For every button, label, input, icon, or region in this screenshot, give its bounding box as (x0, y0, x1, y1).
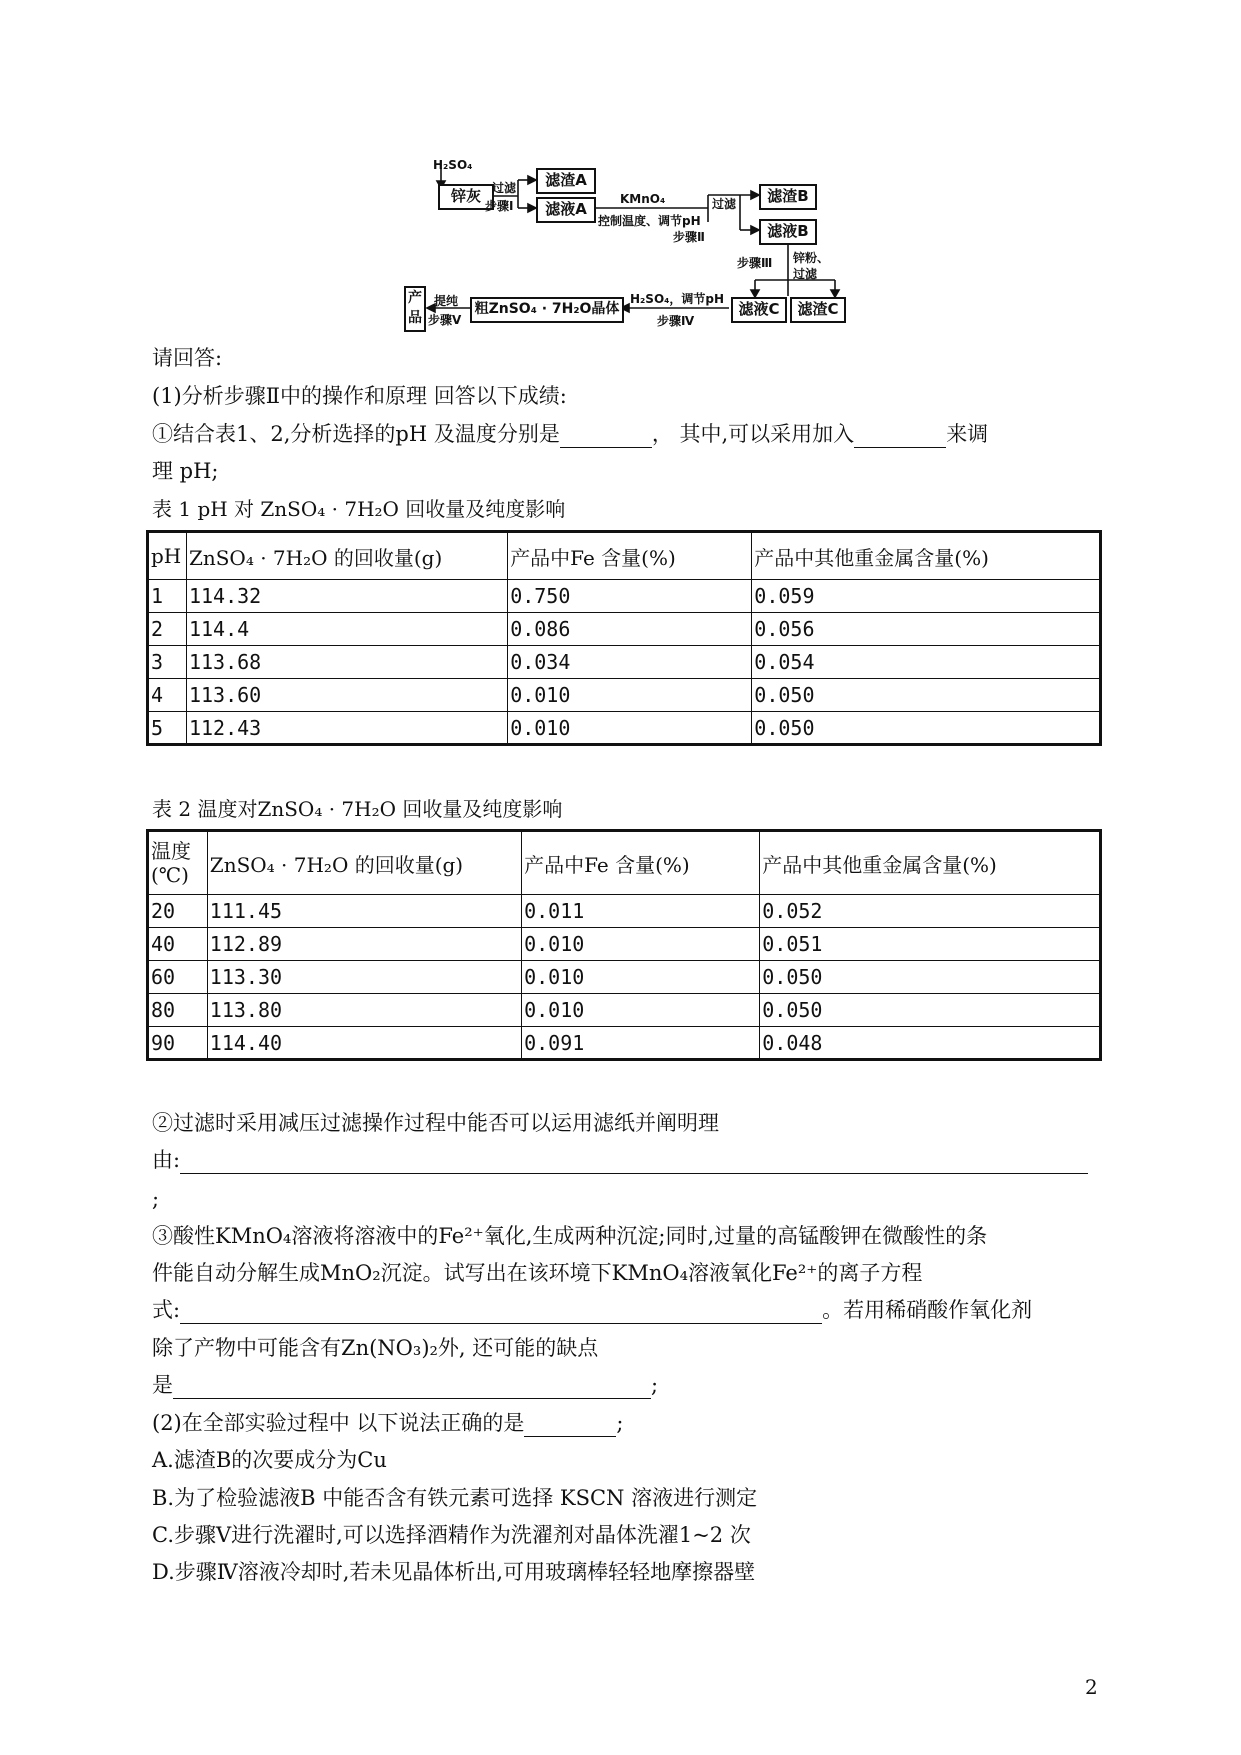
table1-header-cell: ZnSO₄ · 7H₂O 的回收量(g) (186, 532, 507, 580)
filter-label-2: 过滤 (712, 197, 737, 211)
table-row (148, 1027, 1101, 1060)
table-cell: 113.30 (207, 961, 521, 994)
table-cell: 112.43 (186, 712, 507, 745)
table-cell: 80 (148, 994, 208, 1027)
table1-header-cell: 产品中其他重金属含量(%) (752, 532, 1101, 580)
table-cell: 114.4 (186, 613, 507, 646)
reagent-kmno4-label: KMnO₄ (620, 192, 666, 206)
table-cell: 2 (148, 613, 187, 646)
step3-label: 步骤Ⅲ (737, 256, 773, 270)
question-1-1-line1 (152, 420, 988, 448)
step1-label: 步骤Ⅰ (485, 199, 514, 213)
q2-text-b: ; (616, 1411, 624, 1435)
q1-3-text-c: 式: (152, 1298, 181, 1322)
table-cell: 5 (148, 712, 187, 745)
residue-c-box: 滤渣C (790, 297, 846, 323)
step5-label: 步骤Ⅴ (428, 313, 462, 327)
table-cell: 0.050 (760, 994, 1101, 1027)
table-row (148, 961, 1101, 994)
page-number: 2 (1085, 1675, 1098, 1699)
table-cell: 0.010 (508, 679, 752, 712)
table-row (148, 613, 1101, 646)
table-cell: 0.086 (508, 613, 752, 646)
table-cell: 111.45 (207, 895, 521, 928)
q1-1-text-c: 来调 (946, 422, 989, 446)
q1-2-text-b: 由: (152, 1148, 181, 1172)
table-cell: 0.056 (752, 613, 1101, 646)
table2-header-row (148, 831, 1101, 895)
table-row (148, 580, 1101, 613)
table1-header-cell: pH (148, 532, 187, 580)
table-row (148, 994, 1101, 1027)
table-cell: 113.80 (207, 994, 521, 1027)
table-cell: 0.011 (522, 895, 760, 928)
table-cell: 0.050 (760, 961, 1101, 994)
please-answer: 请回答: (152, 346, 223, 370)
table-cell: 114.40 (207, 1027, 521, 1060)
table-cell: 0.750 (508, 580, 752, 613)
table-row (148, 712, 1101, 745)
q1-1-text-b: ， 其中,可以采用加入 (651, 422, 855, 446)
table2-header-cell: 产品中Fe 含量(%) (522, 831, 760, 895)
answer-blank-drawback[interactable] (173, 1376, 651, 1399)
table-cell: 0.091 (522, 1027, 760, 1060)
filtrate-a-box: 滤液A (536, 197, 596, 223)
question-1-3-line5 (152, 1371, 658, 1399)
reagent-h2so4-label: H₂SO₄ (433, 158, 473, 172)
answer-blank-correct-option[interactable] (524, 1414, 616, 1437)
question-1-3-line1: ③酸性KMnO₄溶液将溶液中的Fe²⁺氧化,生成两种沉淀;同时,过量的高锰酸钾在微酸性的条 (152, 1224, 988, 1248)
answer-blank-ph-temp[interactable] (560, 425, 652, 448)
answer-blank-ion-equation[interactable] (180, 1301, 822, 1324)
option-a: A.滤渣B的次要成分为Cu (152, 1448, 387, 1472)
q1-3-text-g: ; (651, 1373, 659, 1397)
table-cell: 0.010 (522, 961, 760, 994)
table-cell: 20 (148, 895, 208, 928)
table-cell: 0.048 (760, 1027, 1101, 1060)
q1-3-text-f: 是 (152, 1373, 173, 1397)
table-cell: 60 (148, 961, 208, 994)
flowchart-arrows (0, 0, 1241, 340)
product-box: 产品 (404, 286, 426, 332)
table2-header-cell: ZnSO₄ · 7H₂O 的回收量(g) (207, 831, 521, 895)
table-cell: 3 (148, 646, 187, 679)
option-b: B.为了检验滤液B 中能否含有铁元素可选择 KSCN 溶液进行测定 (152, 1486, 758, 1510)
q2-text-a: (2)在全部实验过程中 以下说法正确的是 (152, 1411, 525, 1435)
question-2 (152, 1409, 624, 1437)
residue-b-box: 滤渣B (759, 184, 817, 210)
table1-header-row (148, 532, 1101, 580)
step4-label: 步骤Ⅳ (657, 314, 695, 328)
table-cell: 114.32 (186, 580, 507, 613)
table1 (146, 530, 1102, 746)
condition-label: 控制温度、调节pH (598, 214, 701, 228)
question-1-2-line2 (152, 1146, 1088, 1174)
table-cell: 0.010 (508, 712, 752, 745)
table-cell: 0.050 (752, 712, 1101, 745)
table-cell: 0.050 (752, 679, 1101, 712)
question-1-2-line3: ; (152, 1187, 160, 1211)
question-1-1-line2: 理 pH; (152, 459, 219, 483)
question-1-3-line4: 除了产物中可能含有Zn(NO₃)₂外, 还可能的缺点 (152, 1336, 599, 1360)
table-cell: 0.054 (752, 646, 1101, 679)
table-cell: 113.68 (186, 646, 507, 679)
reagent-h2so4-ph-label: H₂SO₄，调节pH (630, 292, 725, 306)
table2 (146, 829, 1102, 1061)
answer-blank-filter-reason[interactable] (180, 1151, 1088, 1174)
table-cell: 90 (148, 1027, 208, 1060)
table1-caption: 表 1 pH 对 ZnSO₄ · 7H₂O 回收量及纯度影响 (152, 497, 566, 521)
q1-3-text-d: 。若用稀硝酸作氧化剂 (822, 1298, 1033, 1322)
step2-label: 步骤Ⅱ (673, 230, 705, 244)
residue-a-box: 滤渣A (536, 168, 596, 194)
table1-header-cell: 产品中Fe 含量(%) (508, 532, 752, 580)
table-cell: 4 (148, 679, 187, 712)
table-row (148, 928, 1101, 961)
option-c: C.步骤V进行洗濯时,可以选择酒精作为洗濯剂对晶体洗濯1~2 次 (152, 1523, 751, 1547)
filter-label-1: 过滤 (492, 181, 517, 195)
filtrate-b-box: 滤液B (759, 219, 817, 245)
table-cell: 0.051 (760, 928, 1101, 961)
table-cell: 0.034 (508, 646, 752, 679)
q1-1-text-a: ①结合表1、2,分析选择的pH 及温度分别是 (152, 422, 560, 446)
answer-blank-reagent[interactable] (854, 425, 946, 448)
table-cell: 112.89 (207, 928, 521, 961)
table2-header-cell: 温度 (℃) (148, 831, 208, 895)
table2-caption: 表 2 温度对ZnSO₄ · 7H₂O 回收量及纯度影响 (152, 797, 563, 821)
table-cell: 0.052 (760, 895, 1101, 928)
question-1: (1)分析步骤Ⅱ中的操作和原理 回答以下成绩: (152, 384, 567, 408)
question-1-3-line2: 件能自动分解生成MnO₂沉淀。试写出在该环境下KMnO₄溶液氧化Fe²⁺的离子方程 (152, 1261, 923, 1285)
zinc-ash-box: 锌灰 (438, 184, 494, 210)
table-cell: 40 (148, 928, 208, 961)
table-cell: 0.010 (522, 994, 760, 1027)
crude-crystal-box: 粗ZnSO₄ · 7H₂O晶体 (470, 297, 624, 323)
question-1-2-line1: ②过滤时采用减压过滤操作过程中能否可以运用滤纸并阐明理 (152, 1111, 719, 1135)
purify-label: 提纯 (434, 294, 459, 308)
table-row (148, 646, 1101, 679)
table-row (148, 895, 1101, 928)
reagent-zinc-powder-label: 锌粉、过滤 (793, 251, 830, 281)
option-d: D.步骤Ⅳ溶液冷却时,若未见晶体析出,可用玻璃棒轻轻地摩擦器壁 (152, 1560, 756, 1584)
table-cell: 0.010 (522, 928, 760, 961)
table-cell: 113.60 (186, 679, 507, 712)
table2-header-cell: 产品中其他重金属含量(%) (760, 831, 1101, 895)
question-1-3-line3 (152, 1296, 1032, 1324)
filtrate-c-box: 滤液C (731, 297, 787, 323)
table-cell: 1 (148, 580, 187, 613)
table-cell: 0.059 (752, 580, 1101, 613)
table-row (148, 679, 1101, 712)
